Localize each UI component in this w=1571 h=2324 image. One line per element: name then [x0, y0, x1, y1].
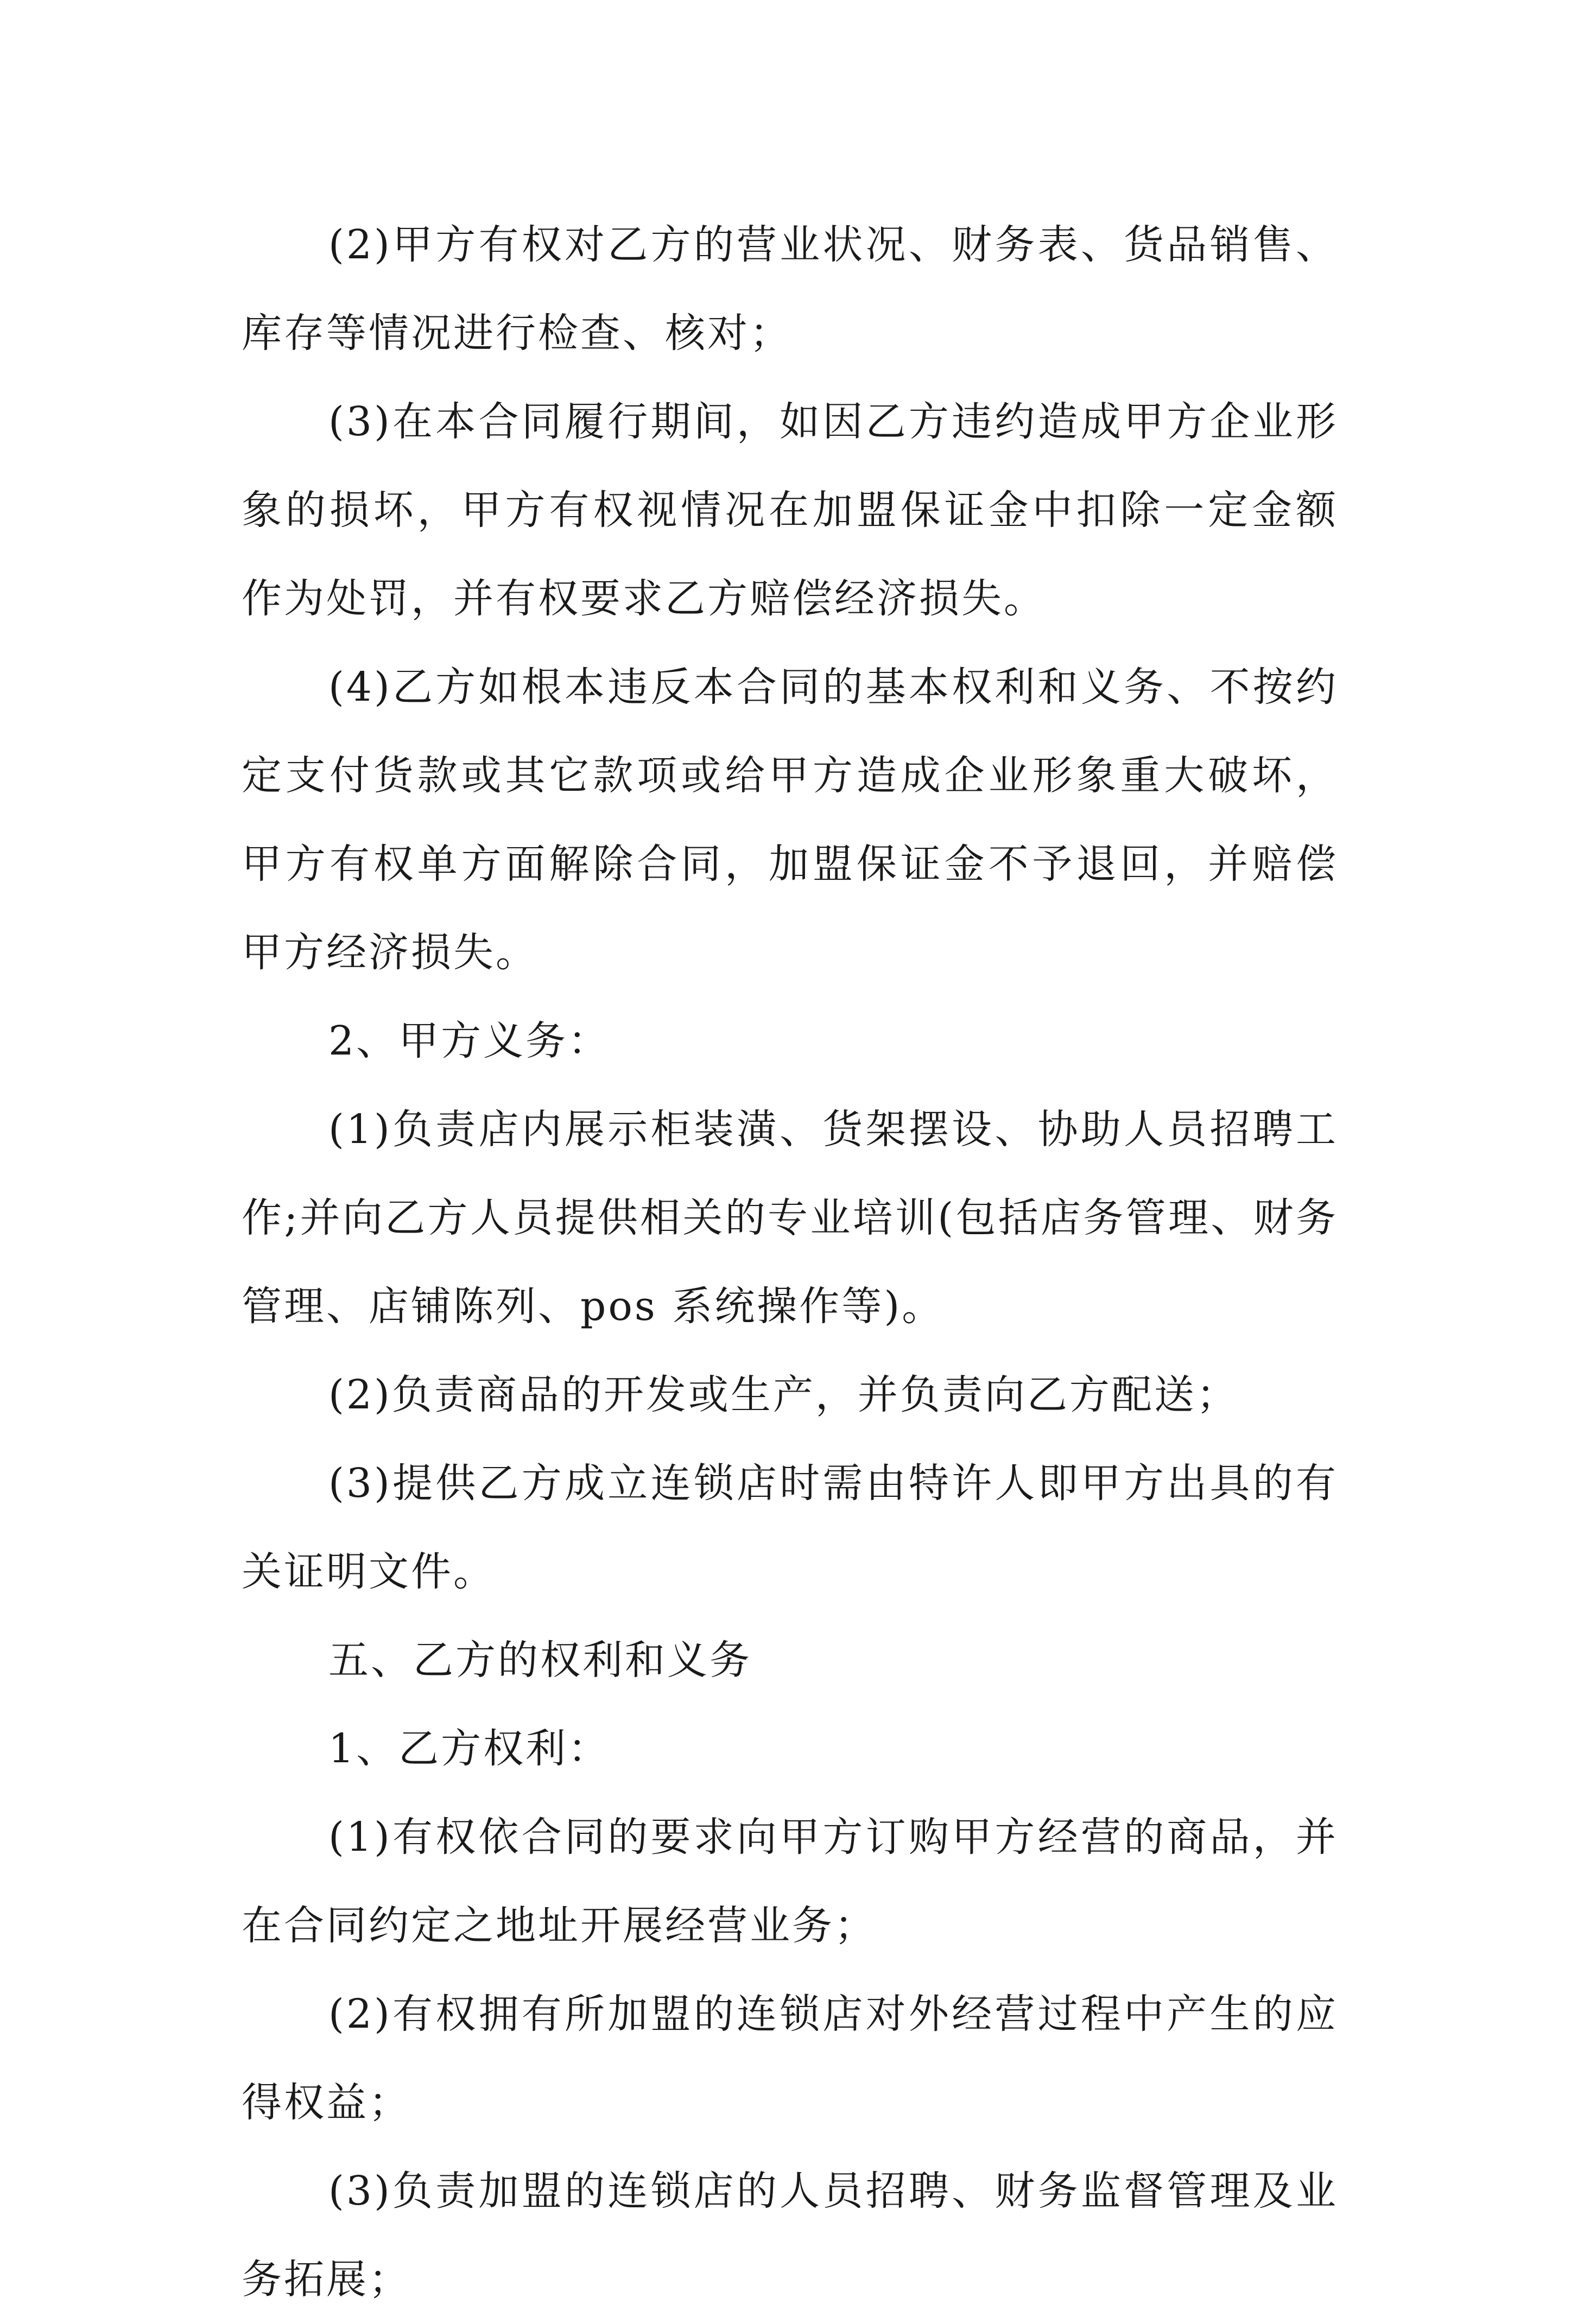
- obligation-2-product-delivery: (2)负责商品的开发或生产，并负责向乙方配送；: [328, 1371, 1239, 1418]
- document-body: [242, 201, 1338, 2324]
- right-3-staff-finance-expansion: (3)负责加盟的连锁店的人员招聘、财务监督管理及业务拓展；: [242, 2168, 1338, 2303]
- section-five-heading: 五、乙方的权利和义务: [328, 1637, 752, 1684]
- right-1-ordering-operation: (1)有权依合同的要求向甲方订购甲方经营的商品，并在合同约定之地址开展经营业务；: [242, 1814, 1338, 1949]
- section-party-b-rights-heading: 1、乙方权利：: [328, 1725, 611, 1772]
- section-party-a-obligations-heading: 2、甲方义务：: [328, 1018, 611, 1064]
- clause-4-termination-right: (4)乙方如根本违反本合同的基本权利和义务、不按约定支付货款或其它款项或给甲方造成企业形象重大破坏，甲方有权单方面解除合同，加盟保证金不予退回，并赔偿甲方经济损失。: [242, 664, 1338, 976]
- obligation-3-certificates: (3)提供乙方成立连锁店时需由特许人即甲方出具的有关证明文件。: [242, 1460, 1338, 1595]
- right-2-earned-benefits: (2)有权拥有所加盟的连锁店对外经营过程中产生的应得权益；: [242, 1991, 1338, 2126]
- obligation-1-store-setup-training: (1)负责店内展示柜装潢、货架摆设、协助人员招聘工作;并向乙方人员提供相关的专业培训(包括店务管理、财务管理、店铺陈列、pos 系统操作等)。: [242, 1106, 1338, 1330]
- clause-3-penalty-right: (3)在本合同履行期间，如因乙方违约造成甲方企业形象的损坏，甲方有权视情况在加盟保证金中扣除一定金额作为处罚，并有权要求乙方赔偿经济损失。: [242, 398, 1338, 622]
- clause-2-inspection-right: (2)甲方有权对乙方的营业状况、财务表、货品销售、库存等情况进行检查、核对；: [242, 221, 1338, 357]
